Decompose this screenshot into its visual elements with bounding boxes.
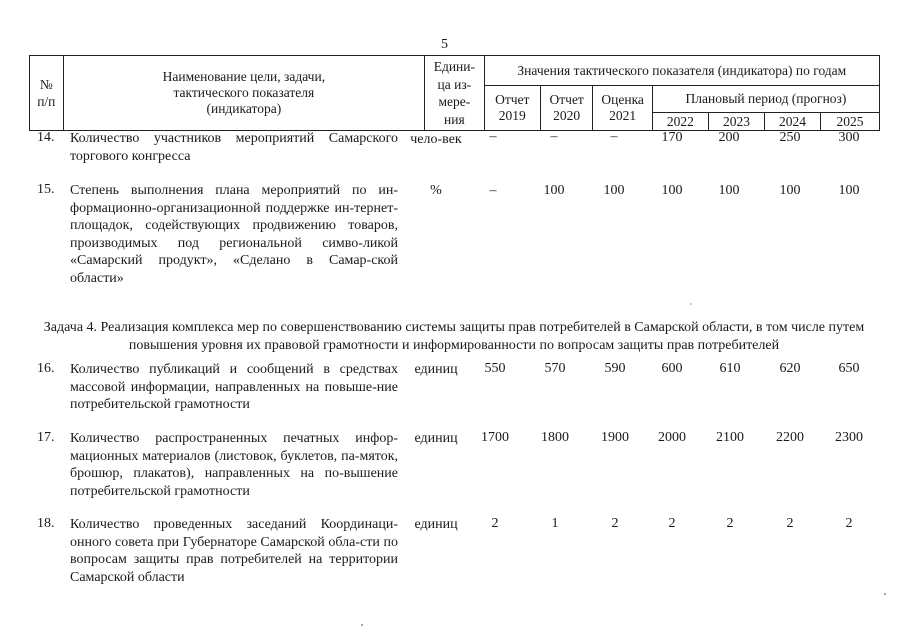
row-18-value: 2 (845, 516, 853, 531)
row-17-value: 1800 (541, 430, 569, 445)
row-15-value: 100 (661, 183, 683, 198)
row-16-value: 610 (719, 361, 741, 376)
row-17-value: 2300 (835, 430, 863, 445)
row-15-name: Степень выполнения плана мероприятий по ин-формационно-организационной поддержке ин-тернет-площадок, содействующих продвижению товаров, производимых под региональной симво-ликой «Самарский продукт», «Сделано в Самар-ской области» (70, 183, 398, 286)
scan-speck (361, 624, 363, 626)
row-16-value: 550 (484, 361, 506, 376)
row-15-value: 100 (838, 183, 860, 198)
row-18-value: 2 (611, 516, 619, 531)
row-18-value: 2 (786, 516, 794, 531)
row-18-value: 2 (491, 516, 499, 531)
page-number: 5 (441, 37, 448, 52)
row-15-num: 15. (37, 182, 55, 197)
row-14-value: – (489, 129, 497, 144)
row-17-value: 2200 (776, 430, 804, 445)
row-16-value: 650 (838, 361, 860, 376)
scan-speck (690, 303, 692, 305)
row-18-unit: единиц (414, 517, 458, 532)
header-report-2019: Отчет 2019 (484, 86, 540, 131)
header-year-2024: 2024 (764, 113, 820, 131)
row-15-value: 100 (543, 183, 565, 198)
row-15-value: 100 (718, 183, 740, 198)
row-18-value: 1 (551, 516, 559, 531)
row-14-name: Количество участников мероприятий Самарского торгового конгресса (70, 131, 398, 164)
header-year-2025: 2025 (821, 113, 880, 131)
table-header (29, 55, 880, 131)
row-15-value: – (489, 183, 497, 198)
row-16-value: 590 (604, 361, 626, 376)
row-17-value: 2100 (716, 430, 744, 445)
row-17-value: 1700 (481, 430, 509, 445)
row-16-name: Количество публикаций и сообщений в средствах массовой информации, направленных на повыше-ние потребительской грамотности (70, 362, 398, 412)
row-16-value: 570 (544, 361, 566, 376)
row-15-value: 100 (779, 183, 801, 198)
row-14-value: – (550, 129, 558, 144)
header-name: Наименование цели, задачи, тактического показателя (индикатора) (63, 56, 424, 131)
task-4-heading: Задача 4. Реализация комплекса мер по совершенствованию системы защиты прав потребителей в Самарской области, в том числе путем повышения уровня их правовой грамотности и информированности по вопросам защиты прав потребителей (43, 320, 865, 353)
header-year-2022: 2022 (652, 113, 708, 131)
row-18-num: 18. (37, 516, 55, 531)
header-report-2020: Отчет 2020 (540, 86, 592, 131)
row-18-name: Количество проведенных заседаний Координаци-онного совета при Губернаторе Самарской обла-сти по вопросам защиты прав потребителей на территории Самарской области (70, 517, 398, 585)
row-14-value: 170 (661, 130, 683, 145)
header-unit: Едини-ца из-мере-ния (425, 56, 485, 131)
header-values-title: Значения тактического показателя (индикатора) по годам (484, 56, 879, 86)
header-year-2023: 2023 (708, 113, 764, 131)
header-num: № п/п (30, 56, 64, 131)
row-14-value: 300 (838, 130, 860, 145)
row-17-value: 1900 (601, 430, 629, 445)
row-16-unit: единиц (414, 362, 458, 377)
row-17-value: 2000 (658, 430, 686, 445)
row-14-value: 200 (718, 130, 740, 145)
row-18-value: 2 (726, 516, 734, 531)
row-16-value: 600 (661, 361, 683, 376)
row-14-value: – (610, 129, 618, 144)
row-17-name: Количество распространенных печатных инфор-мационных материалов (листовок, буклетов, па-мяток, брошюр, плакатов), направленных на по-вышение потребительской грамотности (70, 431, 398, 499)
row-16-value: 620 (779, 361, 801, 376)
row-14-num: 14. (37, 130, 55, 145)
row-18-value: 2 (668, 516, 676, 531)
header-estimate-2021: Оценка 2021 (593, 86, 653, 131)
row-17-num: 17. (37, 430, 55, 445)
row-17-unit: единиц (414, 431, 458, 446)
row-15-unit: % (430, 183, 442, 198)
header-plan-period: Плановый период (прогноз) (652, 86, 879, 113)
scan-speck (884, 593, 886, 595)
row-14-value: 250 (779, 130, 801, 145)
row-15-value: 100 (603, 183, 625, 198)
row-16-num: 16. (37, 361, 55, 376)
row-14-unit: чело-век (410, 132, 462, 147)
